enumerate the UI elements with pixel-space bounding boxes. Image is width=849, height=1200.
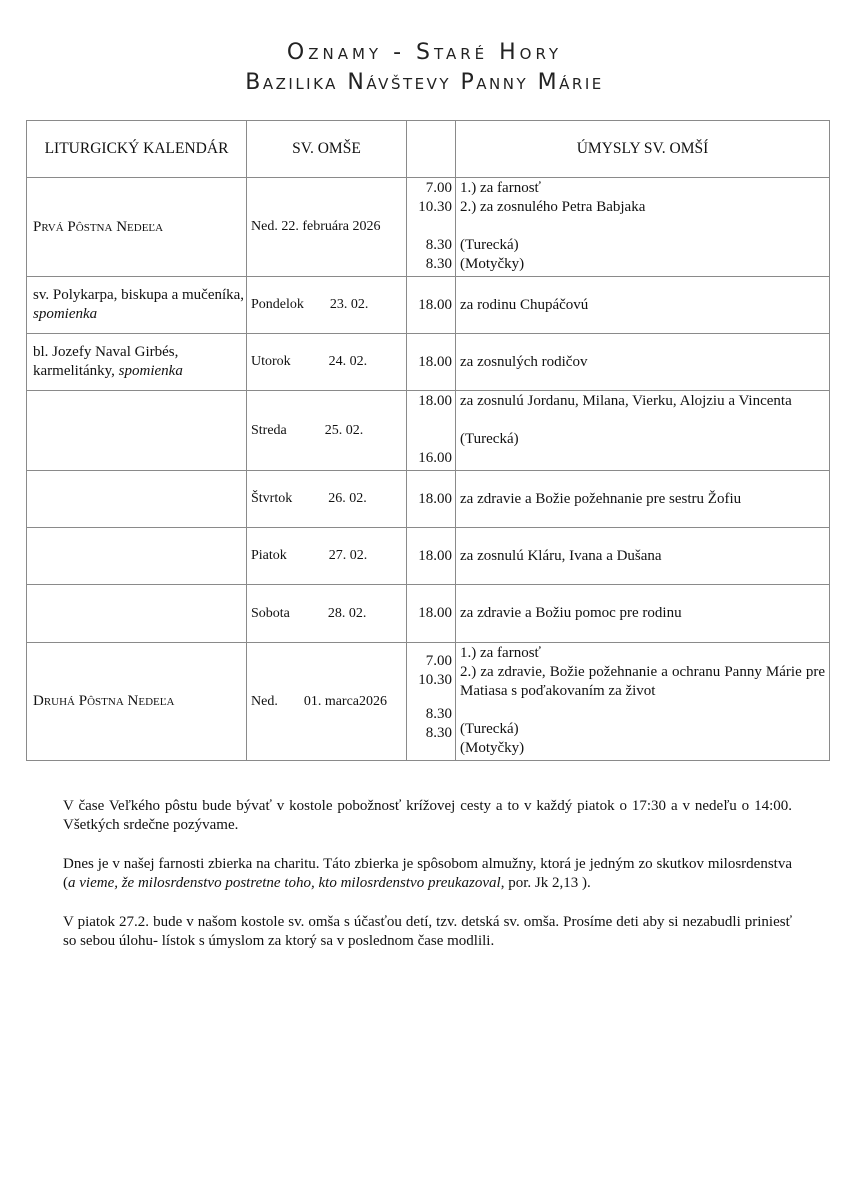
weekday: Sobota <box>251 605 290 621</box>
announcement-charity-collection: Dnes je v našej farnosti zbierka na charitu. Táto zbierka je spôsobom almužny, ktorá je jedným zo skutkov milosrdenstva (a vieme, že milosrdenstvo postretne toho, kto milosrdenstvo preukazoval, por. Jk 2,13 ). <box>63 856 792 891</box>
scripture-quote: a vieme, že milosrdenstvo postretne toho, kto milosrdenstvo preukazoval <box>68 875 501 891</box>
intention: za rodinu Chupáčovú <box>460 296 589 313</box>
mass-time: 7.00 <box>425 180 452 196</box>
date: 01. marca2026 <box>303 693 388 709</box>
times-cell <box>407 471 456 528</box>
day-cell: Ned. 22. februára 2026 <box>247 178 407 277</box>
weekday: Piatok <box>251 548 287 563</box>
intention: (Turecká) <box>460 431 519 447</box>
mass-time: 18.00 <box>418 605 452 621</box>
intention: (Motyčky) <box>460 740 525 756</box>
column-header-masses: SV. OMŠE <box>247 121 407 178</box>
intention: za zdravie a Božiu pomoc pre rodinu <box>460 605 682 621</box>
weekday: Pondelok <box>251 297 304 312</box>
times-cell <box>407 277 456 334</box>
day-cell <box>247 585 407 643</box>
table-row <box>27 277 830 334</box>
table-row <box>27 178 830 277</box>
feast-rank: spomienka <box>118 363 183 379</box>
announcement-children-mass: V piatok 27.2. bude v našom kostole sv. omša s účasťou detí, tzv. detská sv. omša. Prosíme deti aby si nezabudli priniesť so sebou úlohu- lístok s úmyslom za ktorý sa v poslednom čase modlili. <box>63 914 792 949</box>
mass-time: 8.30 <box>425 725 452 741</box>
table-header-row <box>27 121 830 178</box>
mass-time: 18.00 <box>418 490 452 507</box>
date: 26. 02. <box>328 491 367 506</box>
date: 24. 02. <box>328 354 368 369</box>
date: 25. 02. <box>324 422 364 438</box>
weekday: Streda <box>251 422 287 438</box>
mass-time: 10.30 <box>418 672 452 688</box>
table-row <box>27 334 830 391</box>
day-cell <box>247 471 407 528</box>
feast-name: bl. Jozefy Naval Girbés, karmelitánky, <box>33 344 179 379</box>
day-cell <box>247 528 407 585</box>
intentions-cell <box>456 391 830 471</box>
column-header-intentions: ÚMYSLY SV. OMŠÍ <box>456 121 830 178</box>
intentions-cell <box>456 528 830 585</box>
intention: 1.) za farnosť <box>460 180 541 196</box>
mass-time: 7.00 <box>425 653 452 669</box>
announcement-stations-of-cross: V čase Veľkého pôstu bude bývať v kostole pobožnosť krížovej cesty a to v každý piatok o 17:30 a v nedeľu o 14:00. Všetkých srdečne pozývame. <box>63 798 792 833</box>
times-cell <box>407 391 456 471</box>
date: 27. 02. <box>328 548 368 563</box>
day-cell <box>247 643 407 761</box>
mass-time: 18.00 <box>418 547 452 564</box>
feast-rank: spomienka <box>33 306 98 322</box>
calendar-cell <box>27 471 247 528</box>
intention: za zosnulú Kláru, Ivana a Dušana <box>460 547 662 564</box>
intentions-cell <box>456 643 830 761</box>
feast-name: sv. Polykarpa, biskupa a mučeníka, <box>33 287 245 303</box>
intentions-cell <box>456 334 830 391</box>
weekday: Štvrtok <box>251 491 293 506</box>
intention: 2.) za zdravie, Božie požehnanie a ochranu Panny Márie pre Matiasa s poďakovaním za život <box>460 664 825 699</box>
mass-time: 16.00 <box>418 450 452 466</box>
date: 23. 02. <box>329 297 369 312</box>
announcements <box>63 797 792 971</box>
day-cell <box>247 277 407 334</box>
times-cell <box>407 334 456 391</box>
times-cell <box>407 178 456 277</box>
calendar-cell: Druhá Pôstna Nedeľa <box>27 643 247 761</box>
date: 28. 02. <box>327 605 367 621</box>
column-header-calendar: LITURGICKÝ KALENDÁR <box>27 121 247 178</box>
intentions-cell <box>456 178 830 277</box>
calendar-cell <box>27 585 247 643</box>
calendar-cell: Prvá Pôstna Nedeľa <box>27 178 247 277</box>
column-header-time <box>407 121 456 178</box>
page-title: Oznamy - Staré Hory <box>286 40 563 65</box>
mass-time: 8.30 <box>425 237 452 253</box>
table-row <box>27 391 830 471</box>
mass-time: 18.00 <box>418 353 452 370</box>
day-cell <box>247 391 407 471</box>
weekday: Ned. <box>251 693 278 709</box>
mass-time: 8.30 <box>425 256 452 272</box>
mass-time: 18.00 <box>418 296 452 313</box>
mass-time: 18.00 <box>418 393 452 409</box>
page-subtitle: Bazilika Návštevy Panny Márie <box>245 70 604 95</box>
table-row <box>27 585 830 643</box>
intention: (Turecká) <box>460 721 519 737</box>
calendar-cell <box>27 277 247 334</box>
intentions-cell <box>456 585 830 643</box>
calendar-cell <box>27 391 247 471</box>
intention: za zosnulých rodičov <box>460 353 588 370</box>
times-cell <box>407 585 456 643</box>
intention: za zosnulú Jordanu, Milana, Vierku, Alojziu a Vincenta <box>460 393 792 409</box>
times-cell <box>407 643 456 761</box>
mass-schedule-table <box>26 120 830 761</box>
mass-time: 10.30 <box>418 199 452 215</box>
intentions-cell <box>456 471 830 528</box>
intention: za zdravie a Božie požehnanie pre sestru Žofiu <box>460 490 742 507</box>
calendar-cell <box>27 334 247 391</box>
table-row <box>27 528 830 585</box>
day-cell <box>247 334 407 391</box>
table-row <box>27 471 830 528</box>
weekday: Utorok <box>251 354 291 369</box>
mass-time: 8.30 <box>425 706 452 722</box>
table-row <box>27 643 830 761</box>
calendar-cell <box>27 528 247 585</box>
intention: 1.) za farnosť <box>460 645 541 661</box>
intention: 2.) za zosnulého Petra Babjaka <box>460 199 646 215</box>
intention: (Turecká) <box>460 237 519 253</box>
intention: (Motyčky) <box>460 256 525 272</box>
intentions-cell <box>456 277 830 334</box>
times-cell <box>407 528 456 585</box>
